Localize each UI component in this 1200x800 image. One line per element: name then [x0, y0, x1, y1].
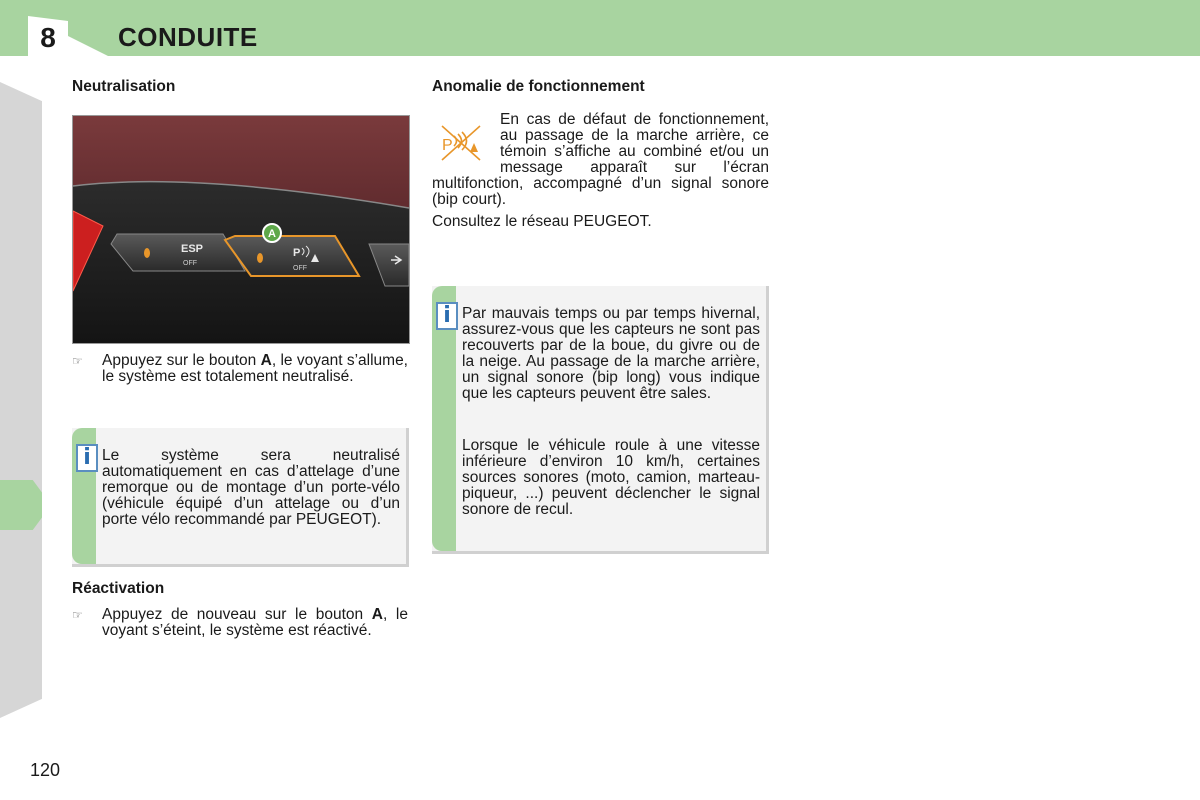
dashboard-photo: [72, 115, 410, 344]
info-box-weather-para2: Lorsque le véhicule roule à une vitesse inférieure d’environ 10 km/h, certaines sources sonores (moto, camion, marteau-piqueur, ...) peuvent déclencher le signal sonore de recul.: [462, 437, 760, 518]
svg-text:P: P: [442, 137, 453, 154]
anomalie-text: En cas de défaut de fonctionnement, au passage de la marche arrière, ce témoin s’affiche au combiné et/ou un message apparaît sur l’écran multifonction, accompagné d’un signal sonore (bip court).: [432, 111, 769, 208]
info-icon: i: [436, 302, 458, 330]
pointing-hand-icon: ☞: [72, 608, 83, 622]
chapter-number: 8: [40, 22, 56, 53]
heading-reactivation: Réactivation: [72, 580, 165, 597]
photo-callout-a: A: [268, 228, 276, 240]
step-neutralise: [72, 353, 408, 403]
step-reactivate: [72, 607, 408, 657]
info-box-weather-para1: Par mauvais temps ou par temps hivernal, assurez-vous que les capteurs ne sont pas recouverts par de la boue, du givre ou de la neige. Au passage de la marche arrière, un signal sonore (bip long) vous indique que les capteurs peuvent être sales.: [462, 305, 760, 402]
info-box-weather: [432, 286, 769, 554]
chapter-side-rail: [0, 82, 42, 718]
step-reactivate-text: Appuyez de nouveau sur le bouton A, le voyant s’éteint, le système est réactivé.: [102, 606, 408, 639]
info-box-neutralisation-text: Le système sera neutralisé automatiquement en cas d’attelage d’une remorque ou de montage d’un porte-vélo (véhicule équipé d’un attelage ou d’un porte vélo recommandé par PEUGEOT).: [102, 447, 400, 528]
heading-anomalie: Anomalie de fonctionnement: [432, 78, 645, 95]
chapter-side-rail-active: [0, 480, 42, 530]
chapter-title: CONDUITE: [118, 22, 258, 52]
info-icon: i: [76, 444, 98, 472]
step-neutralise-text: Appuyez sur le bouton A, le voyant s’allume, le système est totalement neutralisé.: [102, 352, 408, 385]
page-number: 120: [30, 760, 61, 780]
anomalie-paragraph: [432, 112, 769, 208]
info-box-neutralisation: [72, 428, 409, 567]
consult-peugeot-text: Consultez le réseau PEUGEOT.: [432, 213, 652, 230]
heading-neutralisation: Neutralisation: [72, 78, 176, 95]
button-esp-label: ESP: [181, 243, 204, 255]
pointing-hand-icon: ☞: [72, 354, 83, 368]
button-park-sub: OFF: [293, 265, 307, 272]
button-esp-sub: OFF: [183, 260, 197, 267]
button-park-label: P: [293, 247, 301, 259]
